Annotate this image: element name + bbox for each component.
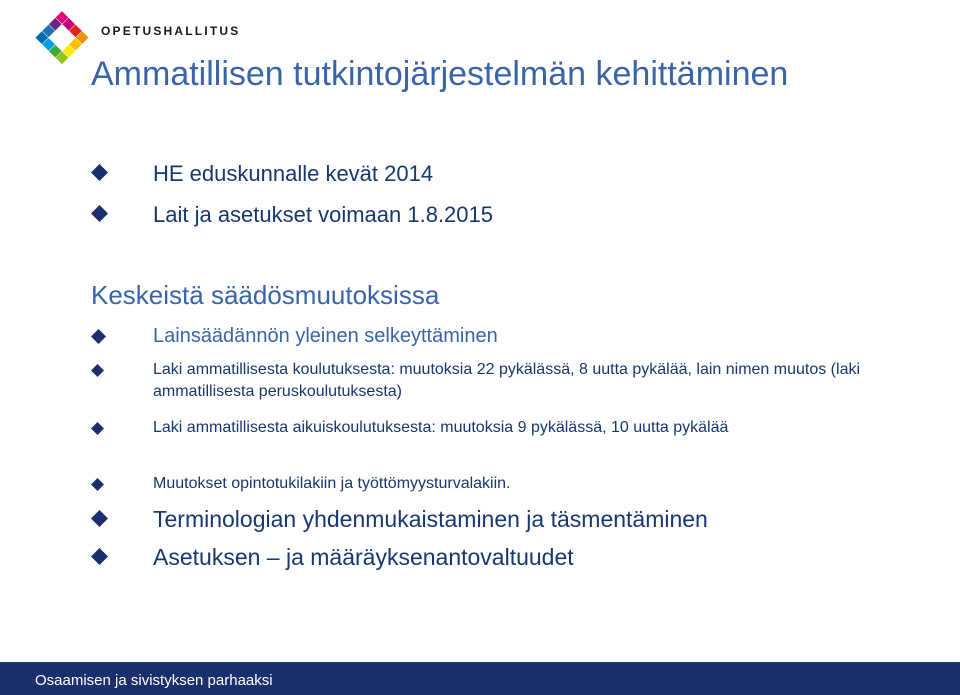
brand-name: OPETUSHALLITUS [101, 24, 241, 38]
diamond-bullet-icon [91, 510, 108, 527]
page-title: Ammatillisen tutkintojärjestelmän kehittäminen [91, 55, 789, 93]
diamond-bullet-icon [91, 329, 106, 344]
diamond-bullet-icon [91, 164, 108, 181]
list-item: Laki ammatillisesta aikuiskoulutuksesta: muutoksia 9 pykälässä, 10 uutta pykälää [153, 419, 729, 436]
opetushallitus-diamond-logo-icon [32, 8, 92, 68]
diamond-bullet-icon [91, 422, 104, 435]
list-item: HE eduskunnalle kevät 2014 [153, 161, 434, 186]
diamond-bullet-icon [91, 364, 104, 377]
list-item: Muutokset opintotukilakiin ja työttömyysturvalakiin. [153, 475, 511, 492]
list-item: Asetuksen – ja määräyksenantovaltuudet [153, 544, 574, 570]
section-title: Keskeistä säädösmuutoksissa [91, 280, 440, 310]
list-item: Lait ja asetukset voimaan 1.8.2015 [153, 202, 494, 227]
diamond-bullet-icon [91, 478, 104, 491]
diamond-bullet-icon [91, 205, 108, 222]
footer-tagline: Osaamisen ja sivistyksen parhaaksi [35, 672, 273, 689]
diamond-bullet-icon [91, 548, 108, 565]
list-item: Lainsäädännön yleinen selkeyttäminen [153, 325, 498, 347]
list-item: Laki ammatillisesta koulutuksesta: muutoksia 22 pykälässä, 8 uutta pykälää, lain nimen muutos (laki ammatillisesta peruskoulutuksesta) [153, 361, 861, 400]
list-item: Terminologian yhdenmukaistaminen ja täsmentäminen [153, 506, 708, 532]
